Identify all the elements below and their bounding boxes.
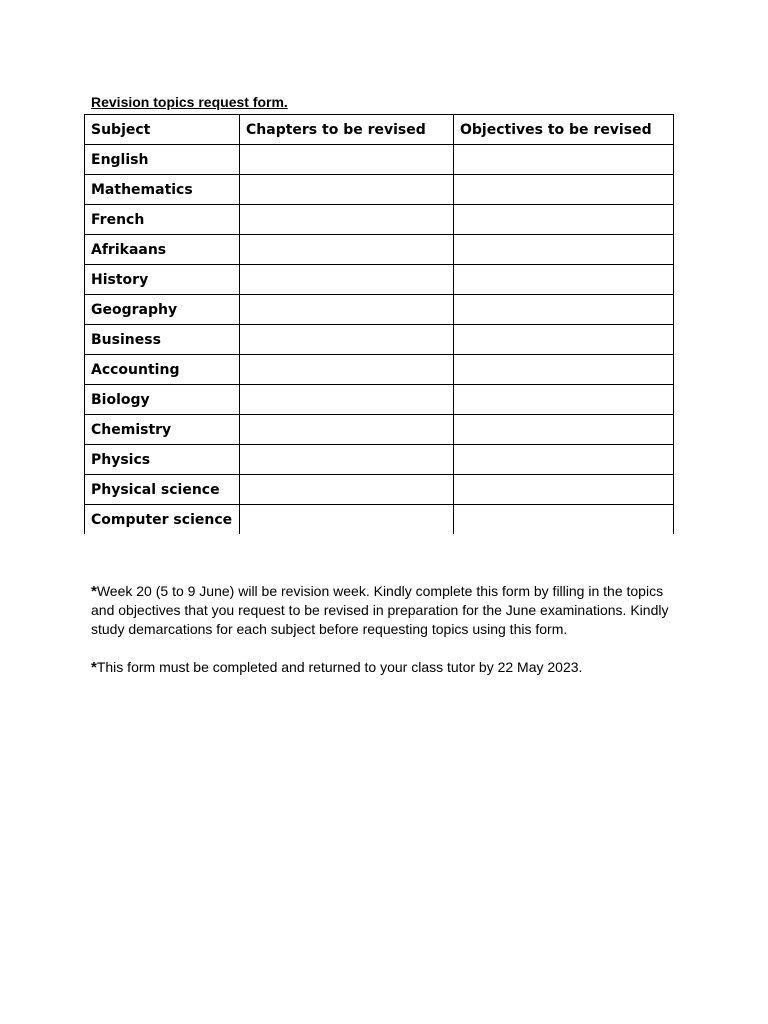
subject-cell: English <box>85 145 240 175</box>
chapters-cell[interactable] <box>240 475 454 505</box>
subject-cell: Chemistry <box>85 415 240 445</box>
note-revision-week <box>91 582 681 639</box>
objectives-cell[interactable] <box>454 205 674 235</box>
chapters-cell[interactable] <box>240 505 454 535</box>
objectives-cell[interactable] <box>454 325 674 355</box>
table-row <box>85 385 674 415</box>
objectives-cell[interactable] <box>454 475 674 505</box>
objectives-cell[interactable] <box>454 265 674 295</box>
table-row <box>85 205 674 235</box>
subject-cell: Mathematics <box>85 175 240 205</box>
header-chapters: Chapters to be revised <box>240 115 454 145</box>
table-row <box>85 415 674 445</box>
objectives-cell[interactable] <box>454 355 674 385</box>
chapters-cell[interactable] <box>240 385 454 415</box>
objectives-cell[interactable] <box>454 445 674 475</box>
subject-cell: French <box>85 205 240 235</box>
chapters-cell[interactable] <box>240 325 454 355</box>
subject-cell: Physical science <box>85 475 240 505</box>
chapters-cell[interactable] <box>240 205 454 235</box>
page-title: Revision topics request form. <box>91 94 288 110</box>
objectives-cell[interactable] <box>454 415 674 445</box>
note-text: Week 20 (5 to 9 June) will be revision week. Kindly complete this form by filling in the topics and objectives that you request to be revised in preparation for the June examinations. Kindly study demarcations for each subject before requesting topics using this form. <box>91 583 669 637</box>
chapters-cell[interactable] <box>240 175 454 205</box>
chapters-cell[interactable] <box>240 235 454 265</box>
instructions-notes <box>91 582 681 696</box>
subject-cell: Business <box>85 325 240 355</box>
table-row <box>85 235 674 265</box>
chapters-cell[interactable] <box>240 295 454 325</box>
note-text: This form must be completed and returned to your class tutor by 22 May 2023. <box>96 659 583 675</box>
header-objectives: Objectives to be revised <box>454 115 674 145</box>
subject-cell: Computer science <box>85 505 240 535</box>
chapters-cell[interactable] <box>240 145 454 175</box>
objectives-cell[interactable] <box>454 295 674 325</box>
chapters-cell[interactable] <box>240 355 454 385</box>
table-row <box>85 295 674 325</box>
note-deadline <box>91 658 681 677</box>
table-header-row <box>85 115 674 145</box>
subject-cell: Geography <box>85 295 240 325</box>
objectives-cell[interactable] <box>454 385 674 415</box>
table-row <box>85 145 674 175</box>
chapters-cell[interactable] <box>240 415 454 445</box>
table-row <box>85 355 674 385</box>
table-row <box>85 505 674 535</box>
table-row <box>85 445 674 475</box>
subject-cell: History <box>85 265 240 295</box>
objectives-cell[interactable] <box>454 145 674 175</box>
objectives-cell[interactable] <box>454 175 674 205</box>
header-subject: Subject <box>85 115 240 145</box>
chapters-cell[interactable] <box>240 265 454 295</box>
table-row <box>85 265 674 295</box>
subject-cell: Biology <box>85 385 240 415</box>
subject-cell: Afrikaans <box>85 235 240 265</box>
table-row <box>85 475 674 505</box>
table-row <box>85 175 674 205</box>
subject-cell: Accounting <box>85 355 240 385</box>
chapters-cell[interactable] <box>240 445 454 475</box>
revision-request-table <box>84 114 674 534</box>
objectives-cell[interactable] <box>454 505 674 535</box>
note-marker: * <box>91 583 97 600</box>
objectives-cell[interactable] <box>454 235 674 265</box>
table-row <box>85 325 674 355</box>
note-marker: * <box>91 659 97 676</box>
subject-cell: Physics <box>85 445 240 475</box>
